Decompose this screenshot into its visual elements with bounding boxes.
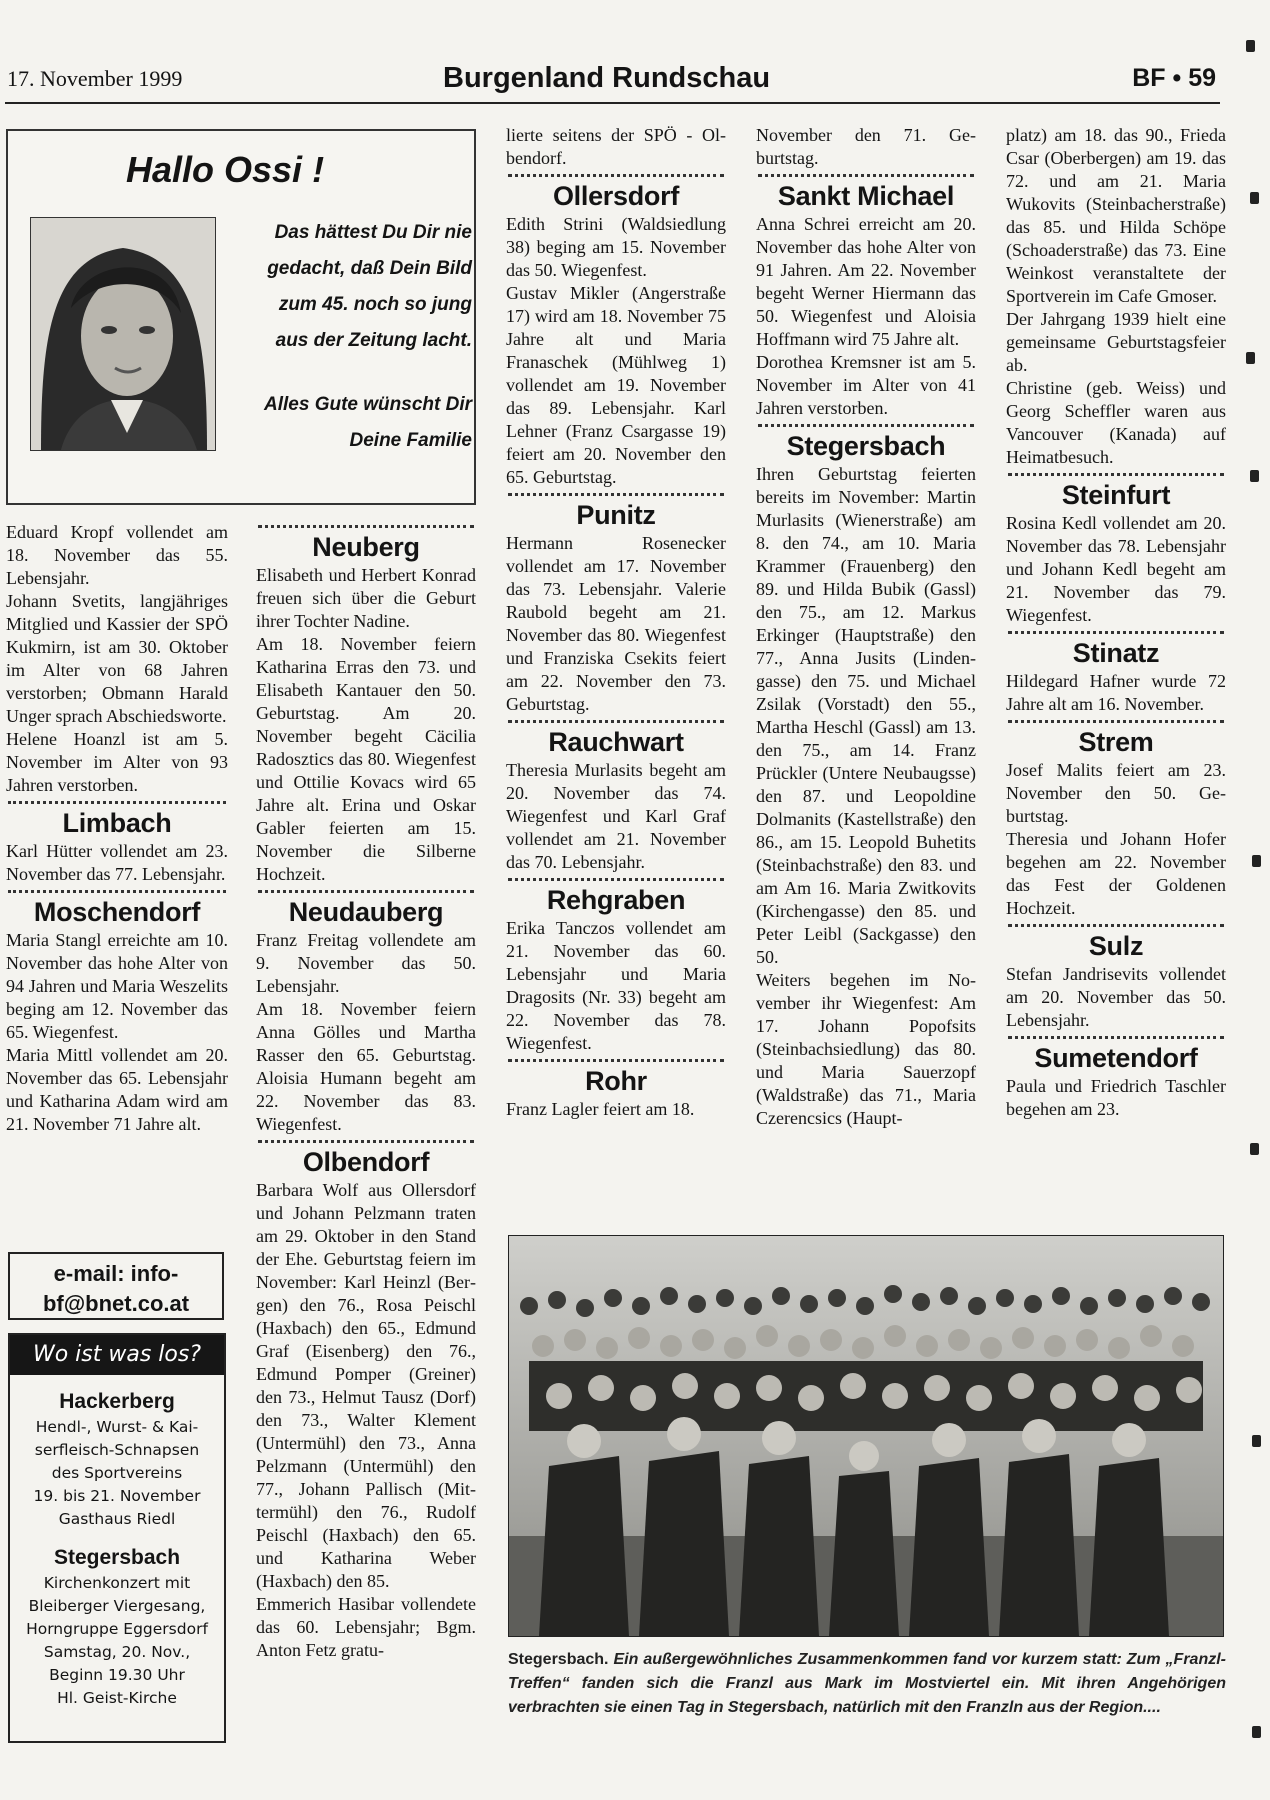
birthday-ad [6,129,476,505]
events-box [8,1333,226,1743]
event-line: Horngruppe Eggersdorf [26,1620,208,1638]
dotted-separator [508,1059,724,1062]
article-paragraph: Emmerich Hasibar vollendete das 60. Lebensjahr; Bgm. Anton Fetz gratu- [256,1594,476,1660]
newspaper-title: Burgenland Rundschau [443,62,771,94]
column-2 [256,521,476,1662]
email-line: e-mail: info- [53,1261,179,1286]
article-paragraph: platz) am 18. das 90., Frieda Csar (Oberbergen) am 19. das 72. und am 21. Maria Wukovits (Steinbacherstraße) das 85. und Hilda Schöpe (Schoaderstraße) das 73. Eine Weinkost veranstaltete der Sportverein im Cafe Gmoser. [1006,125,1226,306]
column-4 [756,124,976,1130]
scan-mark [1246,352,1255,364]
event-line: Beginn 19.30 Uhr [49,1666,185,1684]
article-paragraph: Elisabeth und Herbert Konrad freuen sich über die Geburt ihrer Tochter Nadine. [256,565,476,631]
heading-strem: Strem [1078,727,1154,757]
article-paragraph: November den 71. Geburtstag. [756,125,976,168]
heading-limbach: Limbach [62,808,172,838]
dotted-separator [1008,720,1224,723]
dotted-separator [508,878,724,881]
event-line: Samstag, 20. Nov., [43,1643,191,1661]
ad-signature [220,387,472,459]
column-3 [506,124,726,1121]
scan-mark [1246,40,1255,52]
issue-date: 17. November 1999 [7,66,183,91]
ad-sign-line: Alles Gute wünscht Dir [264,394,472,415]
ad-line: gedacht, daß Dein Bild [267,258,472,279]
photo-caption [508,1648,1226,1720]
article-paragraph: Weiters begehen im November ihr Wiegenfest: Am 17. Johann Popofsits (Steinbachsiedlung) das 80. und Maria Sauerzopf (Waldstraße) das 71., Maria Czerencsics (Haupt- [756,970,976,1128]
article-paragraph: Barbara Wolf aus Ollersdorf und Johann Pelzmann traten am 29. Oktober in den Stand der Ehe. Geburtstag feiern im November: Karl Heinzl (Bergen) den 76., Rosa Peischl (Haxbach) den 65., Edmund Graf (Eisenberg) den 76., Edmund Pomper (Greiner) den 73., Helmut Tausz (Dorf) den 73., Walter Klement (Untermühl) den 73., Anna Pelzmann (Untermühl) den 77., Johann Pallisch (Mittermühl) den 76., Rudolf Peischl (Haxbach) den 65. und Katharina Weber (Haxbach) den 85. [256,1180,476,1591]
article-paragraph: lierte seitens der SPÖ - Olbendorf. [506,125,726,168]
dotted-separator [508,174,724,177]
caption-text: Ein außergewöhnliches Zusammenkommen fand vor kurzem statt: Zum „Franzl-Treffen“ fanden sich die Franzl aus Mark im Mostviertel ein. Mit ihren Angehörigen verbrachten sie einen Tag in Stegersbach, natürlich mit den Franzln aus der Region.... [508,1651,1226,1716]
heading-rauchwart: Rauchwart [548,727,684,757]
article-paragraph: Dorothea Kremsner ist am 5. November im Alter von 41 Jahren verstorben. [756,352,976,418]
portrait-photo [30,217,216,451]
heading-stinatz: Stinatz [1072,638,1160,668]
email-contact-box [8,1252,224,1320]
event-name: Hackerberg [59,1390,175,1413]
dotted-separator [8,801,226,804]
article-paragraph: Maria Mittl vollendet am 20. November das 65. Lebensjahr und Katharina Adam wird am 21. November 71 Jahre alt. [6,1045,228,1134]
event-line: des Sportvereins [51,1464,183,1482]
article-paragraph: Paula und Friedrich Taschler begehen am 23. [1006,1076,1226,1119]
dotted-separator [1008,1036,1224,1039]
article-paragraph: Johann Svetits, langjähriges Mitglied und Kassier der SPÖ Kukmirn, ist am 30. Oktober im Alter von 68 Jahren verstorben; Obmann Harald Unger sprach Abschiedsworte. [6,591,228,726]
scan-mark [1250,470,1259,482]
event-line: Bleiberger Viergesang, [28,1597,206,1615]
ad-title: Hallo Ossi ! [126,149,325,190]
article-paragraph: Franz Freitag vollendete am 9. November das 50. Lebensjahr. [256,930,476,996]
scan-mark [1252,855,1261,867]
article-paragraph: Anna Schrei erreicht am 20. November das hohe Alter von 91 Jahren. Am 22. November begeht Werner Hiermann das 50. Wiegenfest und Aloisia Hoffmann wird 75 Jahre alt. [756,214,976,349]
heading-punitz: Punitz [576,500,656,530]
heading-sulz: Sulz [1088,931,1144,961]
heading-steinfurt: Steinfurt [1061,480,1171,510]
event-line: Hl. Geist-Kirche [57,1689,177,1707]
dotted-separator [1008,924,1224,927]
event-line: Kirchenkonzert mit [43,1574,191,1592]
article-paragraph: Der Jahrgang 1939 hielt eine gemeinsame Geburtstagsfeier ab. [1006,309,1226,375]
article-paragraph: Erika Tanczos vollendet am 21. November das 60. Lebensjahr und Maria Dragosits (Nr. 33) begeht am 22. November das 78. Wiegenfest. [506,918,726,1053]
article-paragraph: Gustav Mikler (Angerstraße 17) wird am 18. November 75 Jahre alt und Maria Franaschek (Mühlweg 1) vollendet am 19. November das 89. Lebensjahr. Karl Lehner (Franz Csargasse 19) feiert am 20. November den 65. Geburtstag. [506,283,726,487]
event-line: Gasthaus Riedl [58,1510,176,1528]
event-line: 19. bis 21. November [33,1487,201,1505]
heading-neuberg: Neuberg [312,532,420,562]
heading-ollersdorf: Ollersdorf [552,181,680,211]
heading-neudauberg: Neudauberg [288,897,444,927]
heading-moschendorf: Moschendorf [33,897,201,927]
article-paragraph: Eduard Kropf vollendet am 18. November das 55. Lebensjahr. [6,522,228,588]
article-paragraph: Am 18. November feiern Katharina Erras den 73. und Elisabeth Kantauer den 50. Geburtstag. Am 20. November begeht Cäcilia Radosztics das 80. Wiegenfest und Ottilie Kovacs wird 65 Jahre alt. Erina und Oskar Gabler feierten am 15. November die Silberne Hochzeit. [256,634,476,884]
dotted-separator [508,493,724,496]
column-5 [1006,124,1226,1121]
column-1 [6,521,228,1136]
dotted-separator [258,890,474,893]
event-line: Hendl-, Wurst- & Kai- [35,1418,199,1436]
article-paragraph: Stefan Jandrisevits vollendet am 20. November das 50. Lebensjahr. [1006,964,1226,1030]
email-line: bf@bnet.co.at [42,1291,190,1316]
article-paragraph: Hildegard Hafner wurde 72 Jahre alt am 16. November. [1006,671,1226,714]
dotted-separator [758,174,974,177]
ad-line: Das hättest Du Dir nie [274,222,472,243]
article-paragraph: Ihren Geburtstag feierten bereits im November: Martin Murlasits (Wienerstraße) am 8. den 74., am 10. Maria Krammer (Frauenberg) den 89. und Hilda Bubik (Gassl) den 75., am 12. Markus Erkinger (Hauptstraße) den 77., Anna Jusits (Lindengasse) den 75. und Michael Zsilak (Vorstadt) den 55., Martha Heschl (Gassl) am 13. den 75., am 14. Franz Prückler (Untere Neubaugsse) den 87. und Leopoldine Dolmanits (Kastellstraße) den 86., am 15. Leopold Buhetits (Steinbachstraße) den 83. und am Am 16. Maria Zwitkovits (Kirchengasse) den 85. und Peter Leibl (Sackgasse) den 50. [756,464,976,967]
article-paragraph: Maria Stangl erreichte am 10. November das hohe Alter von 94 Jahren und Maria Weszelits beging am 12. November das 65. Wiegenfest. [6,930,228,1042]
ad-line: zum 45. noch so jung [278,294,472,315]
heading-rohr: Rohr [585,1066,647,1096]
article-paragraph: Hermann Rosenecker vollendet am 17. November das 73. Lebensjahr. Valerie Raubold begeht am 21. November das 80. Wiegenfest und Franziska Csekits feiert am 22. November den 73. Geburtstag. [506,533,726,714]
heading-sumetendorf: Sumetendorf [1034,1043,1198,1073]
dotted-separator [1008,473,1224,476]
article-paragraph: Am 18. November feiern Anna Gölles und Martha Rasser den 65. Geburtstag. Aloisia Humann begeht am 22. November das 83. Wiegenfest. [256,999,476,1134]
scan-mark [1252,1435,1261,1447]
dotted-separator [758,424,974,427]
event-name: Stegersbach [53,1546,181,1569]
heading-olbendorf: Olbendorf [302,1147,430,1177]
scan-mark [1250,1143,1259,1155]
ad-sign-line: Deine Familie [349,430,472,451]
heading-stegersbach: Stegersbach [786,431,946,461]
page-number: BF • 59 [1132,64,1216,92]
ad-line: aus der Zeitung lacht. [275,330,472,351]
scan-mark [1250,192,1259,204]
page-header [5,60,1220,104]
scan-mark [1252,1726,1261,1738]
ad-message [220,215,472,459]
dotted-separator [8,890,226,893]
dotted-separator [1008,631,1224,634]
article-paragraph: Franz Lagler feiert am 18. [506,1099,695,1119]
group-photo [508,1235,1224,1637]
article-paragraph: Theresia Murlasits begeht am 20. November das 74. Wiegenfest und Karl Graf vollendet am 21. November das 70. Lebensjahr. [506,760,726,872]
dotted-separator [258,1140,474,1143]
heading-rehgraben: Rehgraben [546,885,686,915]
events-title: Wo ist was los? [10,1335,224,1375]
article-paragraph: Edith Strini (Waldsiedlung 38) beging am 15. November das 50. Wiegenfest. [506,214,726,280]
article-paragraph: Karl Hütter vollendet am 23. November das 77. Lebensjahr. [6,841,228,884]
article-paragraph: Christine (geb. Weiss) und Georg Scheffler waren aus Vancouver (Kanada) auf Heimatbesuch. [1006,378,1226,467]
article-paragraph: Helene Hoanzl ist am 5. November im Alter von 93 Jahren verstorben. [6,729,228,795]
heading-sankt-michael: Sankt Michael [777,181,955,211]
event-line: serfleisch-Schnapsen [34,1441,200,1459]
article-paragraph: Rosina Kedl vollendet am 20. November das 78. Lebensjahr und Johann Kedl begeht am 21. November das 79. Wiegenfest. [1006,513,1226,625]
article-paragraph: Josef Malits feiert am 23. November den 50. Geburtstag. [1006,760,1226,826]
dotted-separator [258,525,474,528]
article-paragraph: Theresia und Johann Hofer begehen am 22. November das Fest der Goldenen Hochzeit. [1006,829,1226,918]
caption-place: Stegersbach. [508,1651,609,1668]
dotted-separator [508,720,724,723]
